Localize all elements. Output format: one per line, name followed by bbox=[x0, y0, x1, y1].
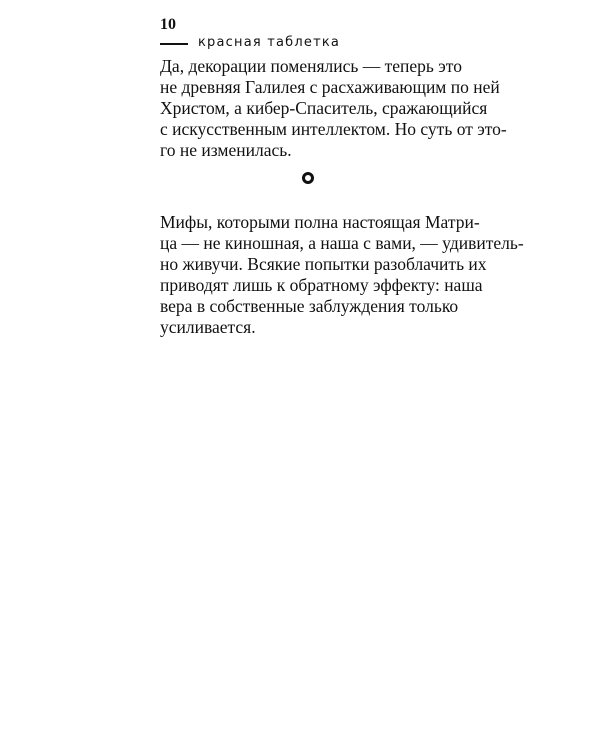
header-rule bbox=[160, 43, 188, 45]
running-title: красная таблетка bbox=[198, 35, 341, 50]
text-line: усиливается. bbox=[160, 317, 256, 337]
text-line: го не изменилась. bbox=[160, 140, 292, 160]
text-line: ца — не киношная, а наша с вами, — удивитель- bbox=[160, 233, 524, 253]
text-line: приводят лишь к обратному эффекту: наша bbox=[160, 275, 483, 295]
text-line: Мифы, которыми полна настоящая Матри- bbox=[160, 212, 480, 232]
running-header bbox=[156, 16, 516, 56]
text-line: но живучи. Всякие попытки разоблачить их bbox=[160, 254, 487, 274]
page-number: 10 bbox=[160, 16, 176, 33]
text-line: вера в собственные заблуждения только bbox=[160, 296, 459, 316]
text-line: не древняя Галилея с расхаживающим по ней bbox=[160, 77, 500, 97]
text-line: с искусственным интеллектом. Но суть от это- bbox=[160, 119, 507, 139]
text-line: Да, декорации поменялись — теперь это bbox=[160, 56, 462, 76]
text-line: Христом, а кибер-Спаситель, сражающийся bbox=[160, 98, 488, 118]
section-break-ornament bbox=[302, 172, 314, 184]
